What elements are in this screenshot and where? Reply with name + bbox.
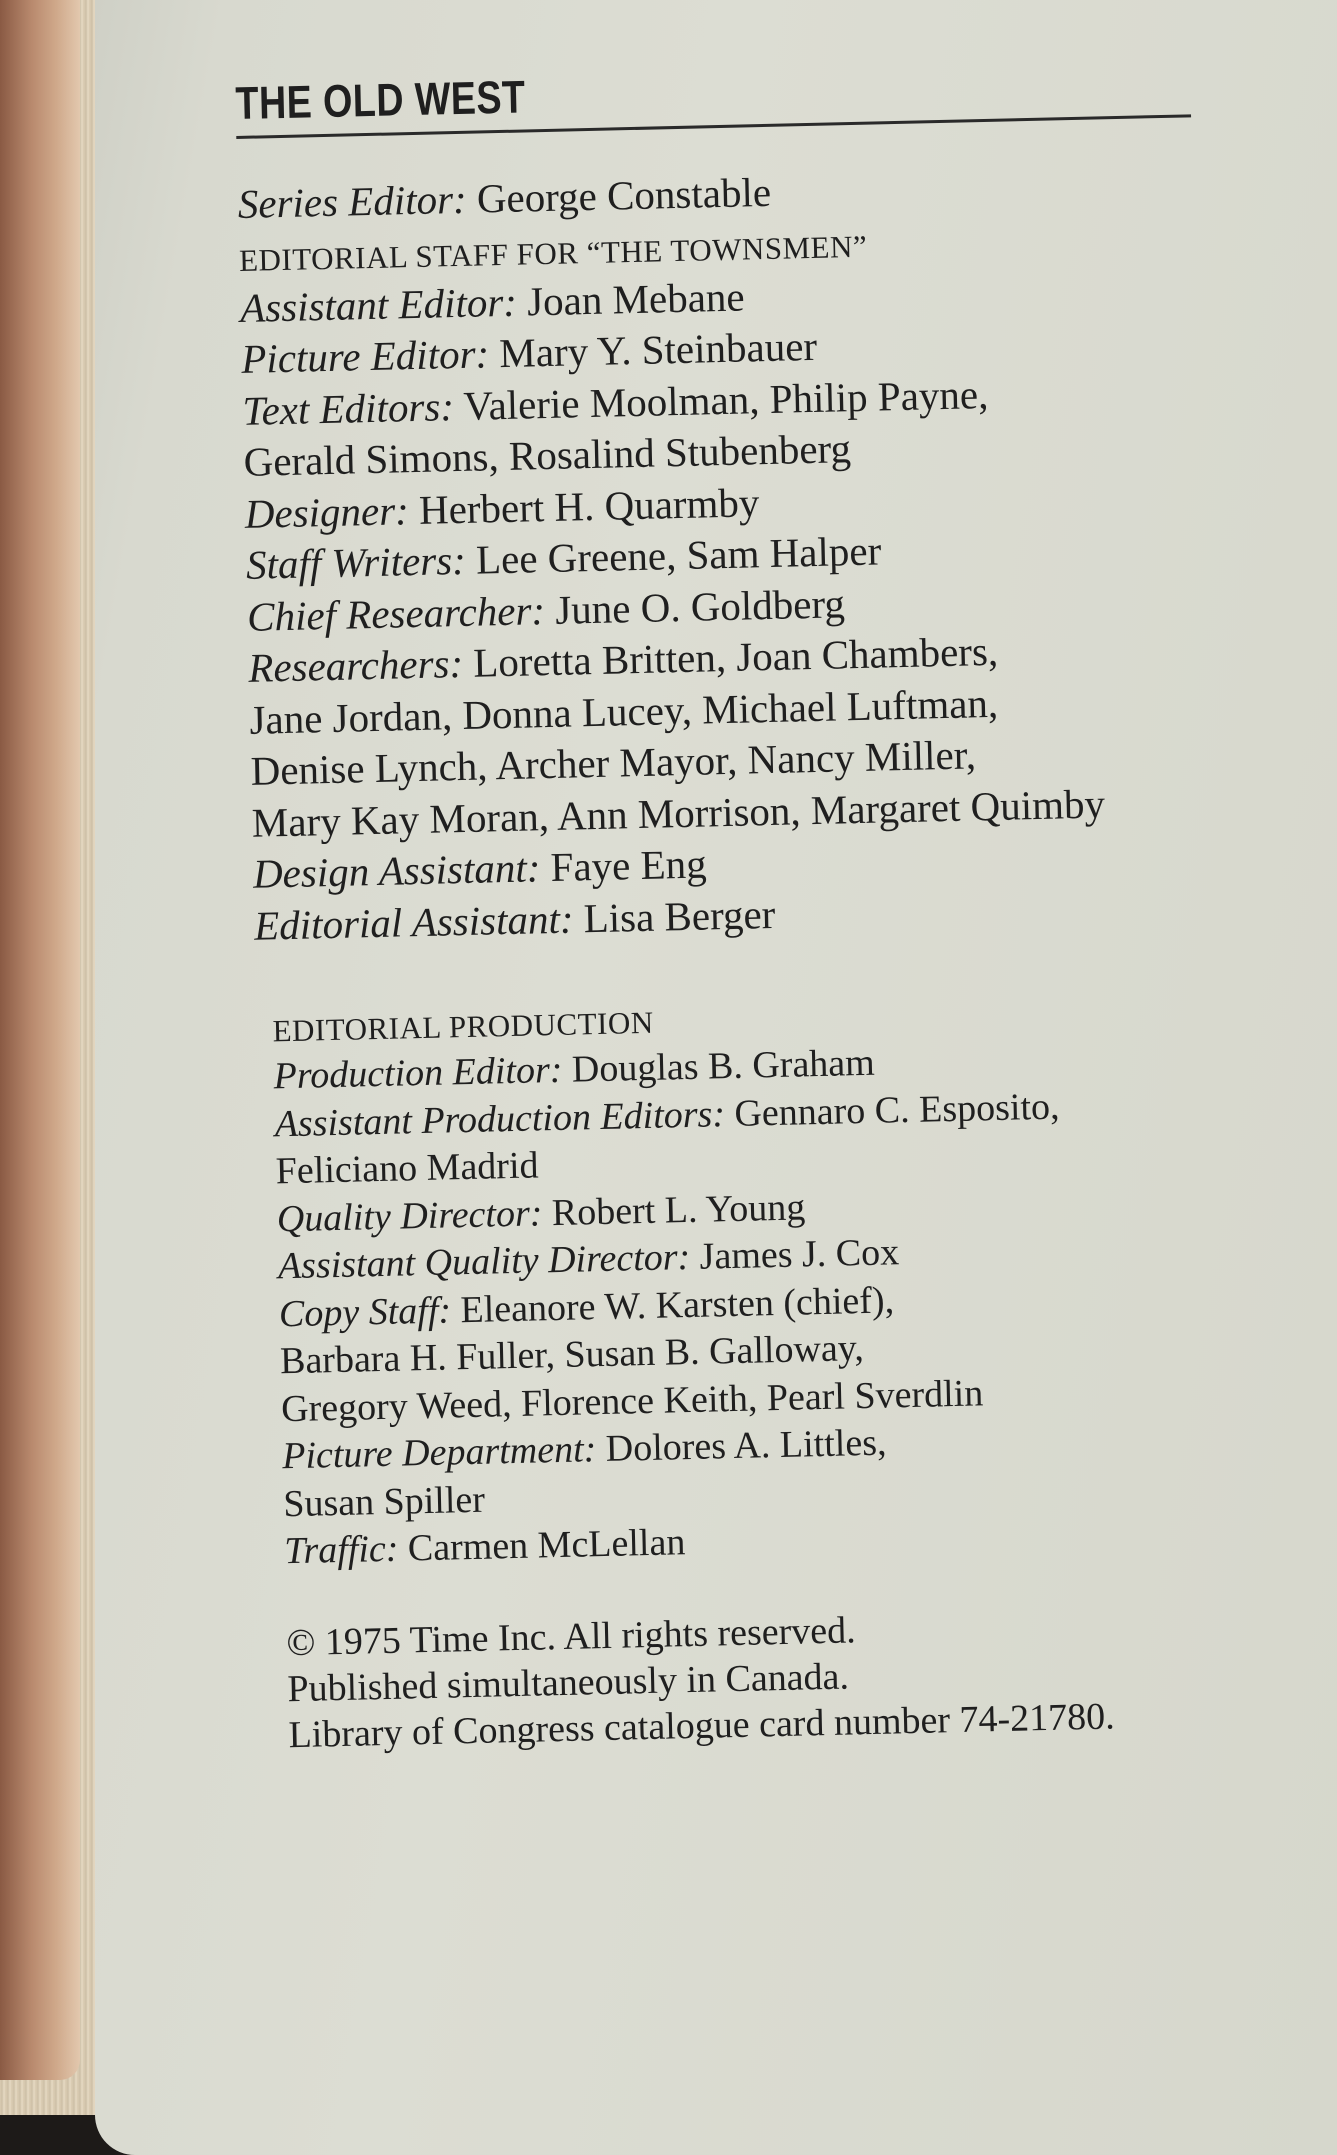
staff-heading: EDITORIAL STAFF FOR “THE TOWNSMEN”	[238, 228, 868, 278]
copyright-line: Published simultaneously in Canada.	[287, 1654, 850, 1710]
production-list	[257, 1032, 1229, 1576]
credit-names: Valerie Moolman, Philip Payne,	[462, 370, 989, 429]
copyright-block	[270, 1598, 1233, 1758]
credit-names: Barbara H. Fuller, Susan B. Galloway,	[279, 1327, 865, 1383]
production-heading: EDITORIAL PRODUCTION	[272, 1004, 655, 1049]
credit-names: Mary Kay Moran, Ann Morrison, Margaret Quimby	[251, 779, 1106, 846]
credit-names: James J. Cox	[699, 1231, 900, 1278]
credit-names: Douglas B. Graham	[571, 1041, 876, 1091]
credit-role: Production Editor:	[273, 1048, 563, 1098]
credit-names: Jane Jordan, Donna Lucey, Michael Luftman,	[248, 679, 999, 743]
copyright-line: Library of Congress catalogue card number 74-21780.	[288, 1694, 1116, 1756]
credit-names: Susan Spiller	[282, 1478, 486, 1525]
credit-names: Gregory Weed, Florence Keith, Pearl Sverdlin	[280, 1371, 984, 1430]
series-editor-name: George Constable	[476, 168, 772, 222]
credit-names: Lee Greene, Sam Halper	[475, 527, 882, 583]
credit-names: Mary Y. Steinbauer	[498, 322, 818, 377]
copyright-line: © 1975 Time Inc. All rights reserved.	[285, 1608, 857, 1664]
credit-names: June O. Goldberg	[554, 579, 846, 633]
credit-names: Carmen McLellan	[407, 1521, 686, 1570]
credit-role: Quality Director:	[276, 1191, 543, 1240]
credit-names: Eleanore W. Karsten (chief),	[460, 1278, 895, 1331]
credit-role: Traffic:	[283, 1527, 399, 1573]
credit-names: Gerald Simons, Rosalind Stubenberg	[243, 425, 852, 485]
credit-role: Text Editors:	[241, 382, 455, 434]
credit-role: Staff Writers:	[245, 536, 467, 588]
running-head: THE OLD WEST	[234, 70, 526, 129]
credit-names: Dolores A. Littles,	[605, 1421, 887, 1470]
credit-names: Robert L. Young	[551, 1185, 806, 1234]
series-editor-role: Series Editor:	[237, 175, 468, 227]
credit-names: Lisa Berger	[583, 890, 776, 941]
credit-names: Gennaro C. Esposito,	[733, 1085, 1060, 1135]
credit-role: Designer:	[244, 486, 410, 537]
credit-names: Faye Eng	[550, 840, 708, 891]
credit-role: Picture Editor:	[240, 330, 490, 382]
credits-page-content	[235, 58, 1233, 1758]
credit-names: Feliciano Madrid	[275, 1144, 539, 1193]
credit-names: Loretta Britten, Joan Chambers,	[472, 627, 999, 686]
book-cover-edge	[0, 0, 80, 2080]
staff-list	[240, 261, 1215, 952]
credit-names: Herbert H. Quarmby	[418, 478, 760, 533]
credit-role: Assistant Editor:	[239, 278, 518, 331]
credit-role: Picture Department:	[281, 1428, 597, 1478]
credit-role: Researchers:	[247, 639, 464, 691]
credit-role: Editorial Assistant:	[253, 895, 574, 949]
credit-role: Copy Staff:	[278, 1288, 452, 1335]
credit-names: Denise Lynch, Archer Mayor, Nancy Miller,	[250, 731, 977, 794]
credit-names: Joan Mebane	[526, 273, 746, 324]
credit-role: Design Assistant:	[252, 844, 541, 897]
credit-role: Assistant Production Editors:	[274, 1092, 726, 1145]
credit-role: Assistant Quality Director:	[277, 1235, 691, 1288]
credit-role: Chief Researcher:	[246, 586, 546, 640]
